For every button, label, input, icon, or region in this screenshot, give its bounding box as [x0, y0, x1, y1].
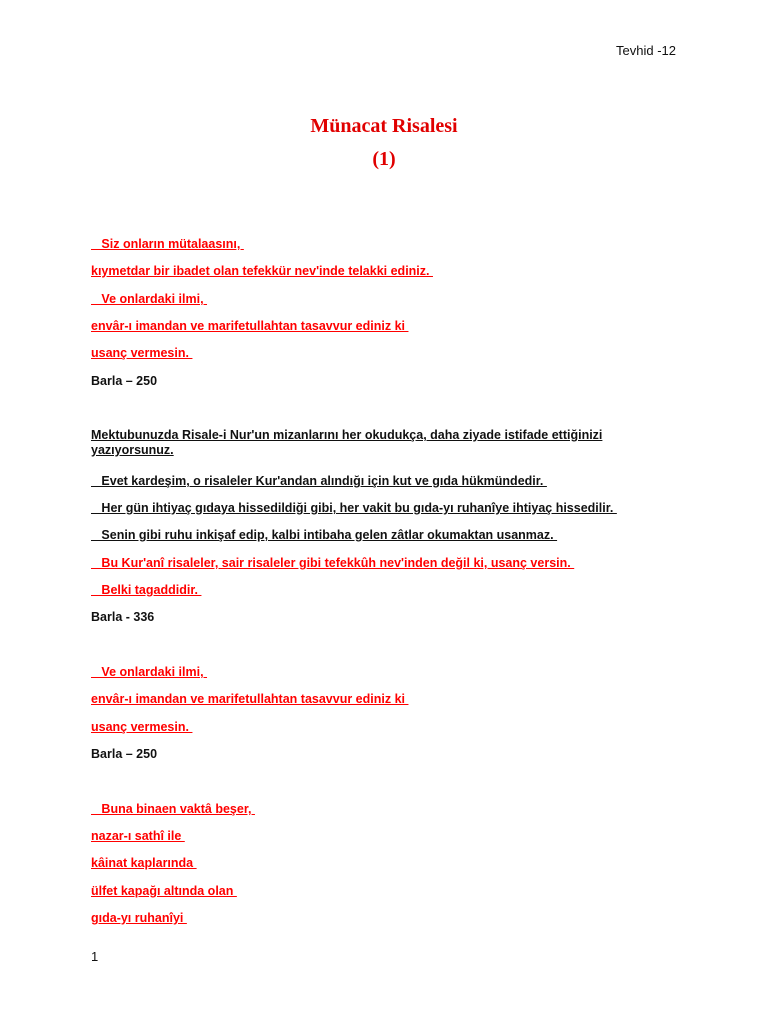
text-line: Evet kardeşim, o risaleler Kur'andan alındığı için kut ve gıda hükmündedir. [91, 474, 547, 488]
text-line: Her gün ihtiyaç gıdaya hissedildiği gibi, her vakit bu gıda-yı ruhanîye ihtiyaç hissedilir. [91, 501, 617, 515]
text-line: Senin gibi ruhu inkişaf edip, kalbi intibaha gelen zâtlar okumaktan usanmaz. [91, 528, 558, 542]
text-line: gıda-yı ruhanîyi [91, 911, 187, 925]
document-subtitle: (1) [372, 148, 396, 170]
text-line: Ve onlardaki ilmi, [91, 292, 208, 306]
source-reference: Barla - 336 [91, 610, 155, 624]
document-title: Münacat Risalesi [310, 115, 458, 137]
text-line: Ve onlardaki ilmi, [91, 665, 208, 679]
page-header: Tevhid -12 [616, 43, 676, 58]
source-reference: Barla – 250 [91, 374, 158, 388]
text-line: envâr-ı imandan ve marifetullahtan tasavvur ediniz ki [91, 319, 409, 333]
text-line: usanç vermesin. [91, 346, 193, 360]
text-line: kâinat kaplarında [91, 856, 197, 870]
text-line: usanç vermesin. [91, 720, 193, 734]
page-number: 1 [91, 949, 99, 964]
text-line: Belki tagaddidir. [91, 583, 202, 597]
text-line: Bu Kur'anî risaleler, sair risaleler gibi tefekkûh nev'inden değil ki, usanç versin. [91, 556, 575, 570]
text-line: kıymetdar bir ibadet olan tefekkür nev'inde telakki ediniz. [91, 264, 433, 278]
text-line: Siz onların mütalaasını, [91, 237, 244, 251]
source-reference: Barla – 250 [91, 747, 158, 761]
text-line: Buna binaen vaktâ beşer, [91, 802, 255, 816]
text-line: envâr-ı imandan ve marifetullahtan tasavvur ediniz ki [91, 692, 409, 706]
text-line: nazar-ı sathî ile [91, 829, 185, 843]
text-line: ülfet kapağı altında olan [91, 884, 237, 898]
text-paragraph: Mektubunuzda Risale-i Nur'un mizanlarını her okudukça, daha ziyade istifade ettiğinizi yazıyorsunuz. [91, 428, 603, 457]
